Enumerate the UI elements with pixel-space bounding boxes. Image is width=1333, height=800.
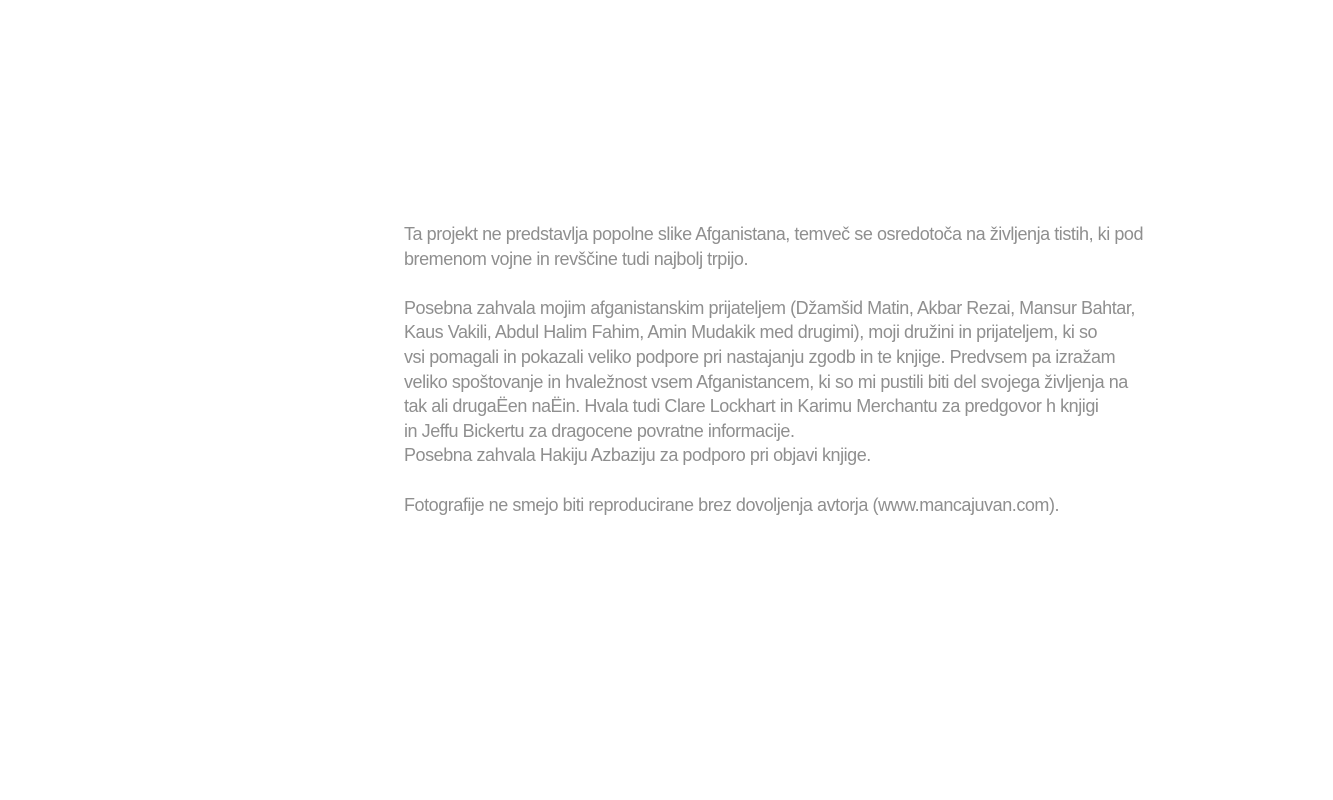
copyright-paragraph [404, 493, 1304, 518]
text-line: bremenom vojne in revščine tudi najbolj trpijo. [404, 248, 749, 269]
paragraph-spacer [404, 271, 1304, 296]
text-line: Fotografije ne smejo biti reproducirane brez dovoljenja avtorja (www.mancajuvan.com). [404, 494, 1060, 515]
text-line: Kaus Vakili, Abdul Halim Fahim, Amin Mudakik med drugimi), moji družini in prijateljem, ki so [404, 322, 1098, 343]
text-line: Posebna zahvala Hakiju Azbaziju za podporo pri objavi knjige. [404, 445, 871, 466]
intro-paragraph [404, 222, 1304, 271]
text-line: tak ali drugaËen naËin. Hvala tudi Clare Lockhart in Karimu Merchantu za predgovor h knjigi [404, 396, 1099, 417]
thanks-paragraph [404, 296, 1304, 468]
paragraph-spacer [404, 468, 1304, 493]
acknowledgements-text [404, 222, 1304, 517]
text-line: Ta projekt ne predstavlja popolne slike Afganistana, temveč se osredotoča na življenja tistih, ki pod [404, 224, 1144, 244]
text-line: vsi pomagali in pokazali veliko podpore pri nastajanju zgodb in te knjige. Predvsem pa izražam [404, 346, 1116, 367]
text-line: veliko spoštovanje in hvaležnost vsem Afganistancem, ki so mi pustili biti del svojega življenja na [404, 371, 1128, 392]
text-line: Posebna zahvala mojim afganistanskim prijateljem (Džamšid Matin, Akbar Rezai, Mansur Bahtar, [404, 297, 1135, 318]
text-line: in Jeffu Bickertu za dragocene povratne informacije. [404, 420, 795, 441]
